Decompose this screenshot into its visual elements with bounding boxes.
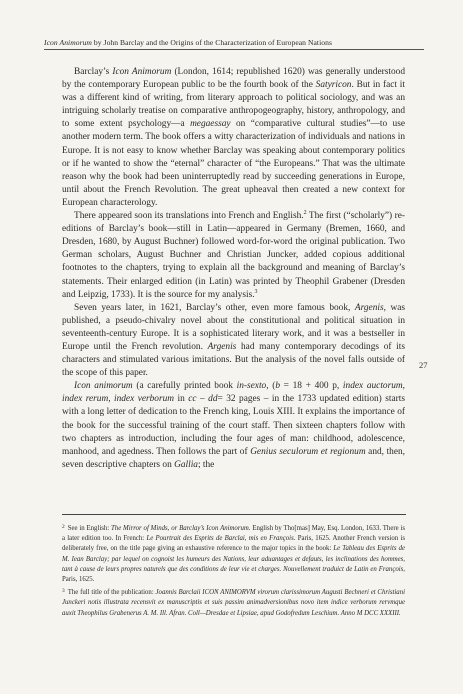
footnote-3-text: The full title of the publication: Joannis Barclaii ICON ANIMORVM virorum clarissimorum Augusti Bechneri et Christiani Junckeri notis illustrata recensvit ex manuscriptis et suis passim animadversionibus novo item indice verborum rervmque auxit Theophilus Grabenerus A. M. Ill. Afran. Coll—Dresdae et Lipsiae, apud Godofredum Leschium. Anno M DCC XXXIII. [62,589,405,617]
footnotes [62,522,405,620]
running-header [44,38,424,47]
paragraph-1: Barclay’s Icon Animorum (London, 1614; republished 1620) was generally understood by the contemporary European public to be the fourth book of the Satyricon. But in fact it was a different kind of writing, from literary approach to political sociology, and was an intriguing scholarly treatise on comparative anthropogeography, history, anthropology, and to some extent psychology—a megaessay on “comparative cultural studies”—to use another modern term. The book offers a witty characterization of individuals and nations in Europe. It is not easy to know whether Barclay was speaking about contemporary politics or if he wanted to show the “eternal” character of “the Europeans.” That was the ultimate reason why the book had been uninterruptedly read by succeeding generations in Europe, until about the French Revolution. The great upheaval then created a new context for European characterology. [62,67,405,208]
header-title-rest: by John Barclay and the Origins of the Characterization of European Nations [91,38,332,47]
footnote-2 [62,522,405,585]
footnote-3-mark: 3 [62,588,65,595]
header-title-italic: Icon Animorum [44,38,92,47]
paragraph-2: There appeared soon its translations into French and English.$^2$ The first (“scholarly”) re-editions of Barclay’s book—still in Latin—appeared in Germany (Bremen, 1660, and Dresden, 1680, by August Buchner) followed word-for-word the original publication. Two German scholars, August Buchner and Christian Juncker, added copious additional footnotes to the chapters, trying to explain all the background and meaning of Barclay’s statements. Their enlarged edition (in Latin) was printed by Theophil Grabener (Dresden and Leipzig, 1733). It is the source for my analysis.$^3$ [62,209,405,300]
footnote-3 [62,586,405,619]
footnote-rule [62,514,406,515]
page-number: 27 [419,360,428,370]
paragraph-4: Icon animorum (a carefully printed book in-sexto, (b = 18 + 400 p, index auctorum, index rerum, index verborum in cc – dd= 32 pages – in the 1733 updated edition) starts with a long letter of dedication to the French king, Louis XIII. It explains the importance of the book for the successful training of the court staff. Then sixteen chapters follow with two chapters as introduction, including the four ages of man: childhood, adolescence, manhood, and agedness. Then follows the part of Genius seculorum et regionum and, then, seven descriptive chapters on Gallia; the [62,381,406,470]
footnote-2-mark: 2 [62,524,65,530]
body-text [62,66,405,472]
header-rule [44,49,424,50]
footnote-2-text: See in English: The Mirror of Minds, or Barclay’s Icon Animorum. English by Tho[mas] May, Esq. London, 1633. There is a later edition too. In French: Le Pourtrait des Esprits de Barclai, mis en François. Paris, 1625. Another French version is deliberately free, on the title page giving an exhaustive reference to the major topics in the book: Le Tableau des Esprits de M. Iean Barclay; par lequel on cognoist les humeurs des Nations, leur aduantages et defauts, les inclinations des hommes, tant à cause de leurs propres naturels que des conditions de leur vie et charges. Nouvellement traduict de Latin en François, Paris, 1625. [62,525,405,584]
paragraph-3: Seven years later, in 1621, Barclay’s other, even more famous book, Argenis, was published, a pseudo-chivalry novel about the constitutional and political situation in seventeenth-century Europe. It is a sophisticated literary work, and it was a bestseller in Europe until the French revolution. Argenis had many contemporary decodings of its characters and stimulated various imitations. But the analysis of the novel falls outside of the scope of this paper. [62,302,405,379]
